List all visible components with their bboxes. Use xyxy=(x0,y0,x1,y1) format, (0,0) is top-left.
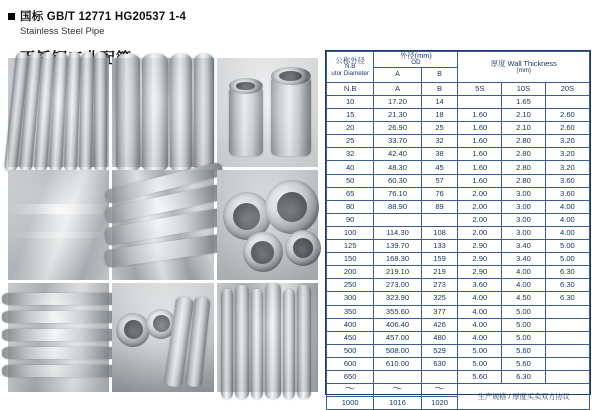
header-10s-label: 10S xyxy=(502,83,546,96)
cell-od-b: 377 xyxy=(421,305,458,318)
table-row xyxy=(327,109,590,122)
table-note-row xyxy=(327,384,590,397)
cell-5s: 2.00 xyxy=(458,226,502,239)
cell-nb: 150 xyxy=(327,253,374,266)
cell-od-b: 18 xyxy=(421,109,458,122)
cell-od-a: 114.30 xyxy=(374,226,421,239)
title-english: Stainless Steel Pipe xyxy=(20,26,105,37)
cell-od-b: 32 xyxy=(421,135,458,148)
cell-nb: 125 xyxy=(327,240,374,253)
cell-od-a: 355.60 xyxy=(374,305,421,318)
table-row xyxy=(327,292,590,305)
cell-5s: 1.60 xyxy=(458,161,502,174)
cell-od-a: 60.30 xyxy=(374,174,421,187)
photo-pipe-bundle-upright xyxy=(217,283,318,392)
cell-nb: 350 xyxy=(327,305,374,318)
cell-5s: 4.00 xyxy=(458,292,502,305)
cell-od-a: 17.20 xyxy=(374,96,421,109)
cell-nb: 250 xyxy=(327,279,374,292)
cell-5s: 1.60 xyxy=(458,109,502,122)
cell-nb: 10 xyxy=(327,96,374,109)
photo-large-pipes-vertical xyxy=(112,58,213,167)
cell-10s: 5.00 xyxy=(502,305,546,318)
table-row xyxy=(327,331,590,344)
cell-20s: 2.60 xyxy=(545,109,589,122)
cell-curve-marker: ～ xyxy=(327,384,374,397)
cell-10s: 3.00 xyxy=(502,226,546,239)
header-nb-cell: 公称外径 N.B utor Diameter xyxy=(327,52,374,83)
cell-5s: 4.00 xyxy=(458,331,502,344)
cell-10s: 3.00 xyxy=(502,213,546,226)
cell-od-a-last: 1016 xyxy=(374,397,421,410)
cell-20s xyxy=(545,344,589,357)
cell-nb-last: 1000 xyxy=(327,397,374,410)
cell-20s: 3.20 xyxy=(545,161,589,174)
cell-10s: 1.65 xyxy=(502,96,546,109)
cell-5s: 4.00 xyxy=(458,318,502,331)
cell-20s xyxy=(545,96,589,109)
cell-5s: 1.60 xyxy=(458,148,502,161)
table-row xyxy=(327,279,590,292)
cell-20s: 3.20 xyxy=(545,148,589,161)
cell-od-a: 323.90 xyxy=(374,292,421,305)
cell-nb: 90 xyxy=(327,213,374,226)
photo-pipe-bundle-stacked xyxy=(8,58,109,167)
cell-10s: 5.00 xyxy=(502,331,546,344)
table-row xyxy=(327,370,590,383)
cell-od-a: 457.00 xyxy=(374,331,421,344)
cell-5s: 1.60 xyxy=(458,122,502,135)
cell-od-b: 630 xyxy=(421,357,458,370)
photo-two-pipe-sections xyxy=(217,58,318,167)
cell-10s: 2.80 xyxy=(502,135,546,148)
cell-nb: 400 xyxy=(327,318,374,331)
header-od-cell: 外径(mm) OD xyxy=(374,52,458,68)
cell-10s: 2.80 xyxy=(502,161,546,174)
cell-nb: 65 xyxy=(327,187,374,200)
cell-od-b: 529 xyxy=(421,344,458,357)
cell-od-b: 273 xyxy=(421,279,458,292)
table-row xyxy=(327,148,590,161)
photo-pipe-stack-angled xyxy=(112,170,213,279)
cell-20s xyxy=(545,331,589,344)
cell-od-a: 88.90 xyxy=(374,200,421,213)
cell-20s: 6.30 xyxy=(545,279,589,292)
cell-10s: 5.60 xyxy=(502,357,546,370)
table-row xyxy=(327,135,590,148)
cell-5s: 5.00 xyxy=(458,357,502,370)
spec-table xyxy=(326,51,590,410)
cell-od-b: 45 xyxy=(421,161,458,174)
table-header-top xyxy=(327,52,590,68)
cell-5s: 4.00 xyxy=(458,305,502,318)
header-wt-cell: 厚度 Wall Thickness (mm) xyxy=(458,52,590,83)
standard-line xyxy=(8,8,308,24)
cell-curve-marker-2: ～ xyxy=(374,384,421,397)
cell-5s: 5.00 xyxy=(458,344,502,357)
cell-od-b: 325 xyxy=(421,292,458,305)
spec-table-container xyxy=(325,50,591,408)
header-20s-label: 20S xyxy=(545,83,589,96)
cell-20s: 5.00 xyxy=(545,240,589,253)
table-row xyxy=(327,122,590,135)
cell-10s: 3.40 xyxy=(502,240,546,253)
cell-od-a: 406.40 xyxy=(374,318,421,331)
cell-20s: 3.60 xyxy=(545,187,589,200)
table-header-cols xyxy=(327,83,590,96)
header-nb-label: N.B xyxy=(327,83,374,96)
header-od-a: A xyxy=(374,68,421,83)
table-row xyxy=(327,357,590,370)
cell-5s: 2.00 xyxy=(458,200,502,213)
cell-10s: 5.00 xyxy=(502,318,546,331)
spec-table-body xyxy=(327,96,590,410)
cell-10s: 4.50 xyxy=(502,292,546,305)
table-row xyxy=(327,96,590,109)
cell-nb: 100 xyxy=(327,226,374,239)
cell-od-b: 426 xyxy=(421,318,458,331)
photo-grid xyxy=(8,58,318,392)
cell-od-b: 14 xyxy=(421,96,458,109)
cell-od-a xyxy=(374,213,421,226)
cell-nb: 32 xyxy=(327,148,374,161)
table-row xyxy=(327,266,590,279)
cell-5s: 2.90 xyxy=(458,240,502,253)
cell-nb: 50 xyxy=(327,174,374,187)
table-row xyxy=(327,161,590,174)
cell-od-b: 480 xyxy=(421,331,458,344)
cell-nb: 600 xyxy=(327,357,374,370)
cell-20s: 5.00 xyxy=(545,253,589,266)
production-note: 生产规格 / 厚度买卖双方协议 xyxy=(458,384,590,410)
cell-od-a: 26.90 xyxy=(374,122,421,135)
cell-od-a: 42.40 xyxy=(374,148,421,161)
cell-5s: 3.60 xyxy=(458,279,502,292)
cell-20s xyxy=(545,370,589,383)
cell-5s xyxy=(458,96,502,109)
cell-20s xyxy=(545,305,589,318)
cell-10s: 4.00 xyxy=(502,279,546,292)
cell-10s: 6.30 xyxy=(502,370,546,383)
cell-10s: 2.80 xyxy=(502,174,546,187)
table-row xyxy=(327,187,590,200)
cell-od-b: 38 xyxy=(421,148,458,161)
cell-20s: 3.60 xyxy=(545,174,589,187)
photo-pipe-rack-rows xyxy=(8,283,109,392)
standard-text: 国标 GB/T 12771 HG20537 1-4 xyxy=(20,11,187,23)
cell-20s: 6.30 xyxy=(545,292,589,305)
cell-10s: 3.40 xyxy=(502,253,546,266)
cell-nb: 200 xyxy=(327,266,374,279)
cell-od-b: 159 xyxy=(421,253,458,266)
header-5s-label: 5S xyxy=(458,83,502,96)
cell-nb: 80 xyxy=(327,200,374,213)
table-row xyxy=(327,240,590,253)
cell-20s: 6.30 xyxy=(545,266,589,279)
cell-nb: 650 xyxy=(327,370,374,383)
cell-od-a: 21.30 xyxy=(374,109,421,122)
table-row xyxy=(327,305,590,318)
cell-10s: 2.80 xyxy=(502,148,546,161)
header-od-b: B xyxy=(421,68,458,83)
cell-5s: 2.00 xyxy=(458,187,502,200)
table-row xyxy=(327,213,590,226)
cell-od-a: 33.70 xyxy=(374,135,421,148)
cell-od-b: 219 xyxy=(421,266,458,279)
table-row xyxy=(327,318,590,331)
table-row xyxy=(327,253,590,266)
cell-20s: 2.60 xyxy=(545,122,589,135)
table-row xyxy=(327,344,590,357)
cell-od-b: 108 xyxy=(421,226,458,239)
cell-od-b: 89 xyxy=(421,200,458,213)
cell-od-a: 48.30 xyxy=(374,161,421,174)
cell-od-a: 168.30 xyxy=(374,253,421,266)
cell-od-a xyxy=(374,370,421,383)
table-row xyxy=(327,174,590,187)
cell-20s xyxy=(545,357,589,370)
cell-10s: 3.00 xyxy=(502,187,546,200)
cell-5s: 5.60 xyxy=(458,370,502,383)
cell-nb: 500 xyxy=(327,344,374,357)
cell-5s: 1.60 xyxy=(458,135,502,148)
cell-nb: 450 xyxy=(327,331,374,344)
cell-20s: 4.00 xyxy=(545,200,589,213)
cell-20s xyxy=(545,318,589,331)
photo-pipe-surface-closeup xyxy=(8,170,109,279)
cell-5s: 1.60 xyxy=(458,174,502,187)
photo-pipe-ends-group xyxy=(217,170,318,279)
header-a-label: A xyxy=(374,83,421,96)
cell-od-a: 508.00 xyxy=(374,344,421,357)
cell-od-a: 219.10 xyxy=(374,266,421,279)
cell-od-b xyxy=(421,370,458,383)
cell-od-b xyxy=(421,213,458,226)
cell-nb: 15 xyxy=(327,109,374,122)
table-row xyxy=(327,200,590,213)
cell-od-b: 76 xyxy=(421,187,458,200)
cell-20s: 4.00 xyxy=(545,226,589,239)
cell-10s: 5.60 xyxy=(502,344,546,357)
cell-od-b-last: 1020 xyxy=(421,397,458,410)
cell-5s: 2.90 xyxy=(458,266,502,279)
cell-od-b: 133 xyxy=(421,240,458,253)
cell-5s: 2.90 xyxy=(458,253,502,266)
cell-od-a: 76.10 xyxy=(374,187,421,200)
cell-curve-marker-3: ～ xyxy=(421,384,458,397)
cell-nb: 40 xyxy=(327,161,374,174)
cell-nb: 300 xyxy=(327,292,374,305)
square-bullet-icon xyxy=(8,13,15,20)
cell-20s: 3.20 xyxy=(545,135,589,148)
cell-10s: 3.00 xyxy=(502,200,546,213)
cell-od-a: 273.00 xyxy=(374,279,421,292)
cell-5s: 2.00 xyxy=(458,213,502,226)
cell-10s: 2.10 xyxy=(502,122,546,135)
cell-10s: 2.10 xyxy=(502,109,546,122)
cell-od-a: 610.00 xyxy=(374,357,421,370)
header-b-label: B xyxy=(421,83,458,96)
cell-nb: 20 xyxy=(327,122,374,135)
table-row xyxy=(327,226,590,239)
cell-20s: 4.00 xyxy=(545,213,589,226)
cell-od-b: 57 xyxy=(421,174,458,187)
cell-od-b: 25 xyxy=(421,122,458,135)
photo-pipes-on-ground xyxy=(112,283,213,392)
cell-od-a: 139.70 xyxy=(374,240,421,253)
cell-10s: 4.00 xyxy=(502,266,546,279)
cell-nb: 25 xyxy=(327,135,374,148)
